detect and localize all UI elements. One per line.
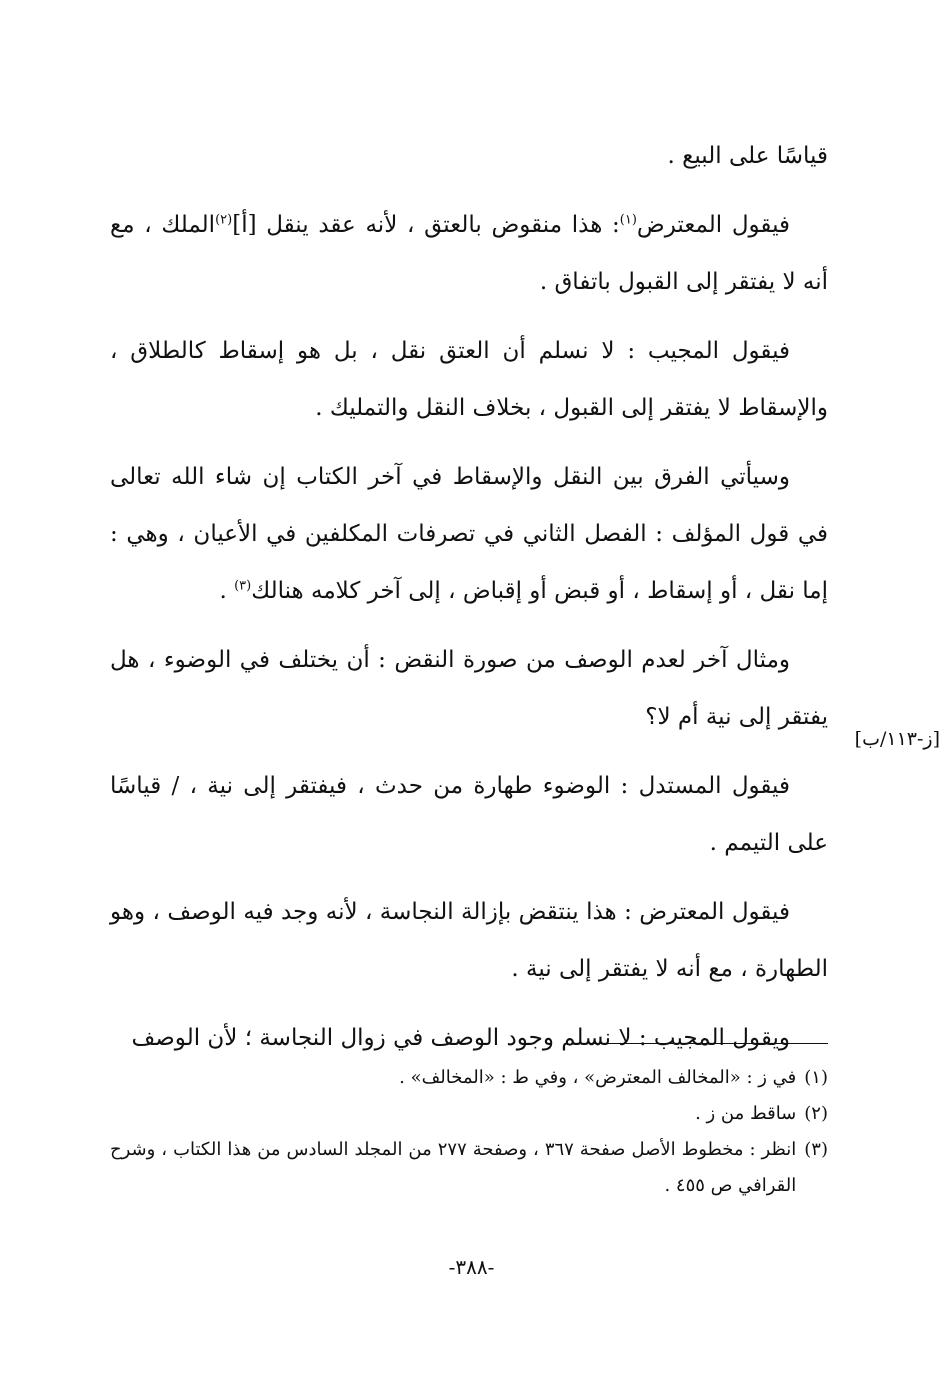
footnote-3-text: انظر : مخطوط الأصل صفحة ٣٦٧ ، وصفحة ٢٧٧ من المجلد السادس من هذا الكتاب ، وشرح القرافي ص ٤٥٥ . bbox=[110, 1139, 797, 1196]
footnote-ref-1[interactable]: (١) bbox=[619, 212, 637, 228]
paragraph-3-text: فيقول المجيب : لا نسلم أن العتق نقل ، بل هو إسقاط كالطلاق ، والإسقاط لا يفتقر إلى القبول ، بخلاف النقل والتمليك . bbox=[110, 338, 828, 421]
footnotes bbox=[110, 1060, 828, 1204]
paragraph-8 bbox=[110, 1010, 828, 1067]
paragraph-5-text: ومثال آخر لعدم الوصف من صورة النقض : أن يختلف في الوضوء ، هل يفتقر إلى نية أم لا؟ bbox=[110, 647, 828, 730]
footnote-2-number: (٢) bbox=[804, 1103, 828, 1124]
paragraph-5 bbox=[110, 632, 828, 746]
paragraph-3 bbox=[110, 323, 828, 437]
footnote-ref-2[interactable]: (٢) bbox=[215, 212, 233, 228]
paragraph-4-text-end: . bbox=[219, 578, 235, 604]
footnote-2-text: ساقط من ز . bbox=[695, 1103, 797, 1124]
paragraph-4 bbox=[110, 449, 828, 620]
paragraph-8-text: ويقول المجيب : لا نسلم وجود الوصف في زوال النجاسة ؛ لأن الوصف bbox=[131, 1025, 790, 1051]
paragraph-6 bbox=[110, 758, 828, 872]
footnote-1 bbox=[110, 1060, 828, 1096]
manuscript-margin-note: [ز-١١٣/ب] bbox=[854, 728, 940, 750]
paragraph-4-text: وسيأتي الفرق بين النقل والإسقاط في آخر الكتاب إن شاء الله تعالى في قول المؤلف : الفصل الثاني في تصرفات المكلفين في الأعيان ، وهي : إما نقل ، أو إسقاط ، أو قبض أو إقباض ، إلى آخر كلامه هنالك bbox=[110, 464, 828, 604]
paragraph-2-text-cont: : هذا منقوض بالعتق ، لأنه عقد ينقل [أ] bbox=[232, 212, 620, 238]
page-number: -٣٨٨- bbox=[448, 1255, 495, 1279]
paragraph-7-text: فيقول المعترض : هذا ينتقض بإزالة النجاسة ، لأنه وجد فيه الوصف ، وهو الطهارة ، مع أنه لا يفتقر إلى نية . bbox=[110, 899, 828, 982]
footnote-divider bbox=[590, 1043, 828, 1044]
paragraph-2-text: فيقول المعترض bbox=[636, 212, 791, 238]
footnote-2 bbox=[110, 1096, 828, 1132]
paragraph-2-text-end: الملك ، مع أنه لا يفتقر إلى القبول باتفاق . bbox=[110, 212, 828, 295]
footnote-3 bbox=[110, 1132, 828, 1204]
footnote-ref-3[interactable]: (٣) bbox=[234, 578, 252, 594]
main-text bbox=[110, 128, 828, 1079]
paragraph-2 bbox=[110, 197, 828, 311]
paragraph-1 bbox=[110, 128, 828, 185]
footnote-1-text: في ز : «المخالف المعترض» ، وفي ط : «المخالف» . bbox=[399, 1067, 797, 1088]
paragraph-7 bbox=[110, 884, 828, 998]
footnote-1-number: (١) bbox=[804, 1067, 828, 1088]
paragraph-1-text: قياسًا على البيع . bbox=[667, 143, 828, 169]
footnote-3-number: (٣) bbox=[804, 1139, 828, 1160]
paragraph-6-text: فيقول المستدل : الوضوء طهارة من حدث ، فيفتقر إلى نية ، / قياسًا على التيمم . bbox=[110, 773, 828, 856]
